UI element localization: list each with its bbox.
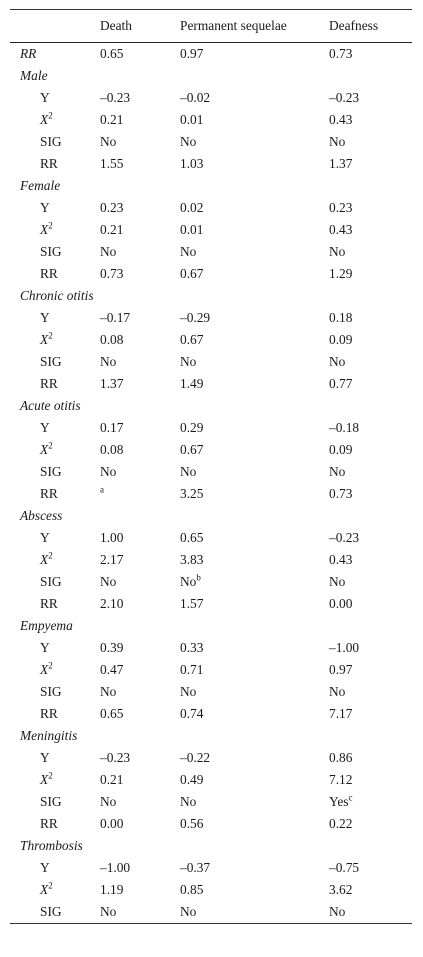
table-row: [10, 87, 412, 109]
cell-permanent: 1.03: [180, 156, 204, 171]
cell-deafness: No: [329, 354, 346, 369]
cell-permanent: –0.37: [180, 860, 211, 875]
cell-death: 2.10: [100, 596, 124, 611]
table-row: [10, 527, 412, 549]
table-row: [10, 571, 412, 593]
cell-permanent: No: [180, 244, 197, 259]
cell-deafness: 7.12: [329, 772, 353, 787]
stat-label: $X^2$: [40, 550, 53, 567]
cell-permanent: 0.33: [180, 640, 204, 655]
cell-deafness: –0.23: [329, 90, 360, 105]
cell-permanent: No$^b$: [180, 572, 201, 589]
cell-death: 0.65: [100, 46, 124, 61]
cell-death: 1.55: [100, 156, 124, 171]
stat-label: SIG: [40, 574, 62, 589]
cell-permanent: –0.02: [180, 90, 211, 105]
cell-death: 1.37: [100, 376, 124, 391]
cell-permanent: 3.83: [180, 552, 204, 567]
group-label: Empyema: [20, 618, 73, 633]
cell-permanent: 0.74: [180, 706, 204, 721]
cell-deafness: No: [329, 684, 346, 699]
group-label: Thrombosis: [20, 838, 83, 853]
cell-deafness: No: [329, 134, 346, 149]
cell-death: No: [100, 794, 117, 809]
header-permanent-sequelae: Permanent sequelae: [180, 10, 329, 43]
cell-deafness: 0.18: [329, 310, 353, 325]
cell-permanent: 0.29: [180, 420, 204, 435]
table-row: [10, 549, 412, 571]
table-header: [10, 10, 412, 43]
group-label: Male: [20, 68, 48, 83]
group-label: Acute otitis: [20, 398, 81, 413]
table-row: [10, 483, 412, 505]
cell-deafness: 0.09: [329, 442, 353, 457]
stat-label: $X^2$: [40, 880, 53, 897]
group-row-thrombosis: [10, 835, 412, 857]
cell-deafness: 0.86: [329, 750, 353, 765]
cell-deafness: No: [329, 244, 346, 259]
header-label-cell: [10, 10, 100, 43]
stat-label: Y: [40, 750, 50, 765]
cell-permanent: No: [180, 901, 329, 924]
cell-deafness: –0.75: [329, 860, 360, 875]
stat-label: $X^2$: [40, 330, 53, 347]
stat-label: Y: [40, 200, 50, 215]
table-row: [10, 197, 412, 219]
cell-permanent: 0.97: [180, 46, 204, 61]
cell-deafness: 0.00: [329, 596, 353, 611]
footnote-marker: b: [196, 572, 201, 583]
cell-permanent: 0.67: [180, 442, 204, 457]
stat-label: Y: [40, 640, 50, 655]
table-row: [10, 351, 412, 373]
table-row: [10, 747, 412, 769]
cell-deafness: 0.23: [329, 200, 353, 215]
stat-label: RR: [40, 266, 58, 281]
table-row-rr-overall: [10, 43, 412, 66]
cell-deafness: 0.09: [329, 332, 353, 347]
group-row-empyema: [10, 615, 412, 637]
cell-death: –0.23: [100, 90, 131, 105]
cell-deafness: 0.77: [329, 376, 353, 391]
table-row: [10, 813, 412, 835]
cell-death: 0.23: [100, 200, 124, 215]
table-row: [10, 769, 412, 791]
cell-permanent: 1.49: [180, 376, 204, 391]
footnote-marker: a: [100, 484, 104, 495]
table-row: [10, 593, 412, 615]
stat-label: Y: [40, 420, 50, 435]
cell-death: No: [100, 354, 117, 369]
cell-death: 1.00: [100, 530, 124, 545]
cell-death: 0.73: [100, 266, 124, 281]
table-body: [10, 43, 412, 924]
table-row: [10, 637, 412, 659]
table-row: [10, 307, 412, 329]
stat-label: Y: [40, 530, 50, 545]
stat-label: RR: [40, 156, 58, 171]
table-row: [10, 417, 412, 439]
cell-permanent: 0.49: [180, 772, 204, 787]
cell-deafness: 0.73: [329, 46, 353, 61]
cell-permanent: 0.85: [180, 882, 204, 897]
cell-death: –1.00: [100, 860, 131, 875]
cell-deafness: 0.73: [329, 486, 353, 501]
cell-permanent: No: [180, 684, 197, 699]
footnote-marker: c: [348, 792, 353, 803]
cell-permanent: 0.67: [180, 266, 204, 281]
header-deafness: Deafness: [329, 10, 412, 43]
cell-deafness: 3.62: [329, 882, 353, 897]
cell-deafness: –0.18: [329, 420, 360, 435]
table-row: [10, 901, 412, 924]
cell-death: No: [100, 684, 117, 699]
cell-permanent: 0.71: [180, 662, 204, 677]
cell-permanent: –0.22: [180, 750, 211, 765]
stat-label: SIG: [40, 134, 62, 149]
stat-label: RR: [40, 596, 58, 611]
group-label: Meningitis: [20, 728, 78, 743]
cell-deafness: 0.43: [329, 112, 353, 127]
results-table: [10, 9, 412, 924]
table-row: [10, 659, 412, 681]
table-row: [10, 439, 412, 461]
cell-deafness: 1.37: [329, 156, 353, 171]
cell-deafness: –0.23: [329, 530, 360, 545]
stat-label: SIG: [10, 901, 100, 924]
cell-deafness: 0.43: [329, 222, 353, 237]
cell-death: No: [100, 134, 117, 149]
cell-permanent: No: [180, 794, 197, 809]
group-row-meningitis: [10, 725, 412, 747]
group-label: Female: [20, 178, 61, 193]
cell-death: 0.00: [100, 816, 124, 831]
cell-deafness: No: [329, 574, 346, 589]
cell-permanent: 3.25: [180, 486, 204, 501]
cell-death: 2.17: [100, 552, 124, 567]
cell-deafness: 1.29: [329, 266, 353, 281]
cell-permanent: 0.67: [180, 332, 204, 347]
table-row: [10, 681, 412, 703]
cell-deafness: 7.17: [329, 706, 353, 721]
stat-label: SIG: [40, 354, 62, 369]
cell-death: 0.39: [100, 640, 124, 655]
cell-permanent: 1.57: [180, 596, 204, 611]
cell-deafness: –1.00: [329, 640, 360, 655]
stat-label: Y: [40, 90, 50, 105]
cell-permanent: No: [180, 354, 197, 369]
cell-deafness: No: [329, 901, 412, 924]
group-label: Chronic otitis: [20, 288, 94, 303]
table-row: [10, 857, 412, 879]
cell-death: –0.17: [100, 310, 131, 325]
stat-label: $X^2$: [40, 770, 53, 787]
cell-deafness: 0.22: [329, 816, 353, 831]
cell-death: 0.21: [100, 222, 124, 237]
stat-label: $X^2$: [40, 220, 53, 237]
cell-death: 1.19: [100, 882, 124, 897]
cell-permanent: –0.29: [180, 310, 211, 325]
stat-label: SIG: [40, 464, 62, 479]
stat-label: Y: [40, 860, 50, 875]
cell-death: [100, 483, 180, 505]
cell-permanent: No: [180, 134, 197, 149]
stat-label: RR: [40, 816, 58, 831]
cell-deafness: 0.43: [329, 552, 353, 567]
group-label: Abscess: [20, 508, 63, 523]
group-row-female: [10, 175, 412, 197]
cell-death: 0.17: [100, 420, 124, 435]
cell-death: No: [100, 464, 117, 479]
cell-death: No: [100, 244, 117, 259]
group-row-male: [10, 65, 412, 87]
stat-label: SIG: [40, 244, 62, 259]
stat-label: SIG: [40, 794, 62, 809]
group-row-abscess: [10, 505, 412, 527]
cell-death: 0.65: [100, 706, 124, 721]
table-row: [10, 329, 412, 351]
cell-permanent: 0.65: [180, 530, 204, 545]
group-row-acute-otitis: [10, 395, 412, 417]
table-row: [10, 219, 412, 241]
table-row: [10, 109, 412, 131]
cell-death: 0.47: [100, 662, 124, 677]
group-row-chronic-otitis: [10, 285, 412, 307]
stat-label: $X^2$: [40, 440, 53, 457]
cell-death: No: [100, 901, 180, 924]
row-label: RR: [20, 46, 37, 61]
table-row: [10, 263, 412, 285]
cell-death: –0.23: [100, 750, 131, 765]
cell-deafness: 0.97: [329, 662, 353, 677]
cell-death: 0.21: [100, 112, 124, 127]
stat-label: RR: [40, 486, 58, 501]
stat-label: $X^2$: [40, 110, 53, 127]
cell-permanent: 0.01: [180, 222, 204, 237]
stat-label: RR: [40, 706, 58, 721]
cell-permanent: 0.02: [180, 200, 204, 215]
table-row: [10, 461, 412, 483]
table-row: [10, 791, 412, 813]
cell-death: 0.08: [100, 442, 124, 457]
cell-death: No: [100, 574, 117, 589]
stat-label: $X^2$: [40, 660, 53, 677]
table-row: [10, 373, 412, 395]
cell-permanent: No: [180, 464, 197, 479]
cell-death: 0.08: [100, 332, 124, 347]
cell-deafness: Yes$^c$: [329, 792, 353, 809]
table-row: [10, 703, 412, 725]
table-row: [10, 241, 412, 263]
stat-label: Y: [40, 310, 50, 325]
cell-deafness: No: [329, 464, 346, 479]
table-row: [10, 131, 412, 153]
cell-death: 0.21: [100, 772, 124, 787]
stat-label: RR: [40, 376, 58, 391]
header-death: Death: [100, 10, 180, 43]
table-row: [10, 153, 412, 175]
stat-label: SIG: [40, 684, 62, 699]
table-row: [10, 879, 412, 901]
cell-permanent: 0.56: [180, 816, 204, 831]
cell-permanent: 0.01: [180, 112, 204, 127]
